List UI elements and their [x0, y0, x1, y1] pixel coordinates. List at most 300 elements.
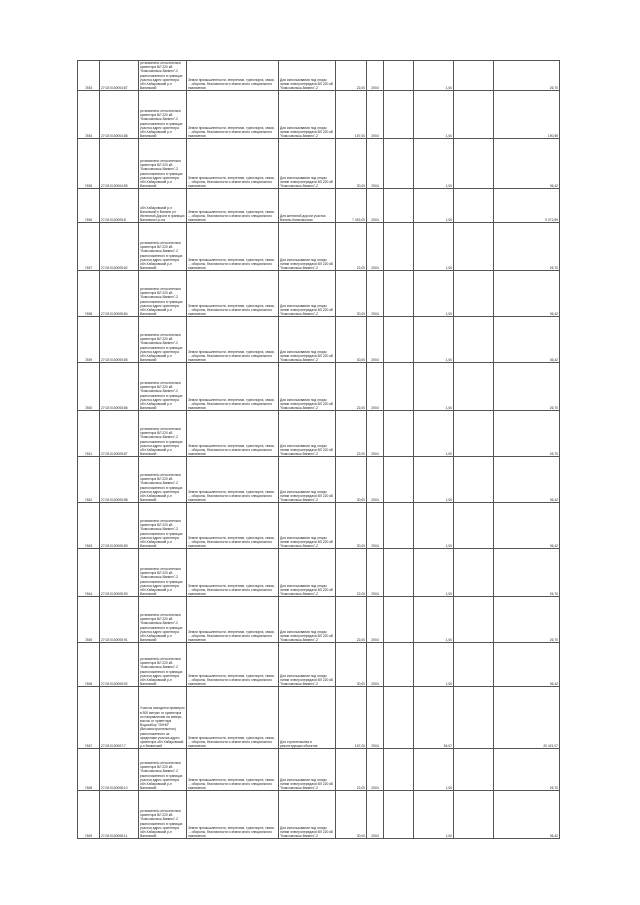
- cell-coefficient: [414, 61, 454, 91]
- cell-amount: [494, 411, 560, 457]
- cell-amount: [494, 91, 560, 139]
- cell-permitted-use: [279, 643, 336, 687]
- year-text: 2004: [371, 744, 379, 749]
- cell-land-category: [187, 91, 279, 139]
- row-number-text: 7463: [84, 544, 93, 549]
- permitted-use-text: Для использования под опоры линии электропередачи ВЛ 220 кВ "Комсомольск-Ванино"-2: [280, 777, 333, 791]
- cell-year: [367, 317, 384, 363]
- cell-permitted-use: [279, 91, 336, 139]
- coefficient-text: 1,00: [445, 682, 452, 687]
- cell-land-category: [187, 597, 279, 643]
- coefficient-text: 1,00: [445, 786, 452, 791]
- cell-col-8: [384, 189, 414, 223]
- permitted-use-text: Для использования под опоры линии электропередачи ВЛ 220 кВ "Комсомольск-Ванино"-2: [280, 303, 333, 317]
- amount-text: 36,42: [549, 312, 558, 317]
- cell-permitted-use: [279, 749, 336, 791]
- cell-col-8: [384, 91, 414, 139]
- cell-coefficient: [414, 271, 454, 317]
- area-text: 30,00: [356, 312, 365, 317]
- cell-year: [367, 457, 384, 503]
- cell-coefficient: [414, 549, 454, 597]
- area-text: 30,00: [356, 682, 365, 687]
- area-text: 157,00: [354, 134, 365, 139]
- cell-amount: [494, 791, 560, 839]
- cell-permitted-use: [279, 791, 336, 839]
- cell-location: [139, 139, 187, 189]
- cell-row-number: [78, 363, 100, 411]
- cell-cadastral-number: [100, 363, 139, 411]
- permitted-use-text: Для использования под опоры линии электропередачи ВЛ 220 кВ "Комсомольск-Ванино"-2: [280, 443, 333, 457]
- cell-row-number: [78, 749, 100, 791]
- amount-text: 26,70: [549, 592, 558, 597]
- cell-year: [367, 687, 384, 749]
- location-text: установлено относительно ориентира ВЛ 220 кВ "Комсомольск-Ванино"-2 расположенного в границах участка адрес ориентира обл Хабаровский р-н Ванинский: [140, 613, 183, 643]
- location-text: установлено относительно ориентира ВЛ 220 кВ "Комсомольск-Ванино"-2 расположенного в границах участка адрес ориентира обл Хабаровский р-н Ванинский: [140, 519, 183, 549]
- area-text: 30,00: [356, 184, 365, 189]
- cell-location: [139, 411, 187, 457]
- location-text: установлено относительно ориентира ВЛ 220 кВ "Комсомольск-Ванино"-2 расположенного в границах участка адрес ориентира обл Хабаровский р-н Ванинский: [140, 657, 183, 687]
- cell-col-10: [454, 643, 494, 687]
- amount-text: 26,70: [549, 452, 558, 457]
- location-text: установлено относительно ориентира ВЛ 220 кВ "Комсомольск-Ванино"-2 расположенного в границах участка адрес ориентира обл Хабаровский р-н Ванинский: [140, 381, 183, 411]
- amount-text: 36,42: [549, 544, 558, 549]
- land-category-text: Земли промышленности, энергетики, транспорта, связи, ... обороны, безопасности и земли иного специального назначения: [188, 349, 275, 363]
- location-text: установлено относительно ориентира ВЛ 220 кВ "Комсомольск-Ванино"-2 расположенного в границах участка адрес ориентира обл Хабаровский р-н Ванинский: [140, 427, 183, 457]
- area-text: 167,00: [354, 744, 365, 749]
- coefficient-text: 1,00: [445, 834, 452, 839]
- cell-amount: [494, 139, 560, 189]
- cadastral-number-text: 27:02:0100008:11: [101, 834, 128, 839]
- cell-year: [367, 411, 384, 457]
- cell-col-10: [454, 549, 494, 597]
- cell-col-10: [454, 503, 494, 549]
- table-row: [78, 503, 560, 549]
- location-text: установлено относительно ориентира ВЛ 220 кВ "Комсомольск-Ванино"-2 расположенного в границах участка адрес ориентира обл Хабаровский р-н Ванинский: [140, 473, 183, 503]
- cell-year: [367, 139, 384, 189]
- land-category-text: Земли промышленности, энергетики, транспорта, связи, ... обороны, безопасности и земли иного специального назначения: [188, 825, 275, 839]
- cell-location: [139, 791, 187, 839]
- row-number-text: 7461: [84, 452, 93, 457]
- cell-area: [336, 189, 367, 223]
- location-text: установлено относительно ориентира ВЛ 220 кВ "Комсомольск-Ванино"-2 расположенного в границах участка адрес ориентира обл Хабаровский р-н Ванинский: [140, 761, 183, 791]
- cell-land-category: [187, 317, 279, 363]
- cell-coefficient: [414, 411, 454, 457]
- cell-col-8: [384, 549, 414, 597]
- cell-area: [336, 549, 367, 597]
- cell-amount: [494, 457, 560, 503]
- permitted-use-text: Для использования под опоры линии электропередачи ВЛ 220 кВ "Комсомольск-Ванино"-2: [280, 77, 333, 91]
- amount-text: 26,70: [549, 86, 558, 91]
- cell-year: [367, 597, 384, 643]
- land-category-text: Земли промышленности, энергетики, транспорта, связи, ... обороны, безопасности и земли иного специального назначения: [188, 583, 275, 597]
- cadastral-number-text: 27:02:0100005:91: [101, 638, 128, 643]
- cell-land-category: [187, 791, 279, 839]
- location-text: установлено относительно ориентира ВЛ 220 кВ "Комсомольск-Ванино"-2 расположенного в границах участка адрес ориентира обл Хабаровский р-н Ванинский: [140, 333, 183, 363]
- table-row: [78, 549, 560, 597]
- location-text: установлено относительно ориентира ВЛ 220 кВ "Комсомольск-Ванино"-2 расположенного в границах участка адрес ориентира обл Хабаровский р-н Ванинский: [140, 287, 183, 317]
- land-category-text: Земли промышленности, энергетики, транспорта, связи, ... обороны, безопасности и земли иного специального назначения: [188, 777, 275, 791]
- cell-row-number: [78, 271, 100, 317]
- permitted-use-text: Для использования под опоры линии электропередачи ВЛ 220 кВ "Комсомольск-Ванино"-2: [280, 825, 333, 839]
- cell-cadastral-number: [100, 791, 139, 839]
- cadastral-number-text: 27:02:0100005:8: [101, 218, 126, 223]
- cell-land-category: [187, 61, 279, 91]
- permitted-use-text: Для использования под опоры линии электропередачи ВЛ 220 кВ "Комсомольск-Ванино"-2: [280, 349, 333, 363]
- land-category-text: Земли промышленности, энергетики, транспорта, связи, ... обороны, безопасности и земли иного специального назначения: [188, 175, 275, 189]
- cadastral-number-text: 27:02:0100005:87: [101, 452, 128, 457]
- cell-col-10: [454, 317, 494, 363]
- cell-cadastral-number: [100, 597, 139, 643]
- cell-amount: [494, 749, 560, 791]
- cell-year: [367, 223, 384, 271]
- location-text: установлено относительно ориентира ВЛ 220 кВ "Комсомольск-Ванино"-2 расположенного в границах участка адрес ориентира обл Хабаровский р-н Ванинский: [140, 241, 183, 271]
- row-number-text: 7458: [84, 312, 93, 317]
- coefficient-text: 1,00: [445, 218, 452, 223]
- cell-coefficient: [414, 643, 454, 687]
- amount-text: 9 072,89: [545, 218, 558, 223]
- cadastral-number-text: 27:02:0100004:87: [101, 86, 128, 91]
- cell-col-10: [454, 411, 494, 457]
- year-text: 2004: [371, 86, 379, 91]
- cell-amount: [494, 189, 560, 223]
- cadastral-number-text: 27:02:0100007:7: [101, 744, 126, 749]
- location-text: установлено относительно ориентира ВЛ 220 кВ "Комсомольск-Ванино"-2 расположенного в границах участка адрес ориентира обл Хабаровский р-н Ванинский: [140, 109, 183, 139]
- cell-col-8: [384, 61, 414, 91]
- cell-area: [336, 363, 367, 411]
- cell-cadastral-number: [100, 139, 139, 189]
- coefficient-text: 54,07: [443, 744, 452, 749]
- table-row: [78, 139, 560, 189]
- cell-land-category: [187, 549, 279, 597]
- table-row: [78, 189, 560, 223]
- row-number-text: 7468: [84, 786, 93, 791]
- cadastral-number-text: 27:02:0100005:88: [101, 498, 128, 503]
- cell-row-number: [78, 411, 100, 457]
- land-category-text: Земли промышленности, энергетики, транспорта, связи, ... обороны, безопасности и земли иного специального назначения: [188, 397, 275, 411]
- cell-coefficient: [414, 503, 454, 549]
- cell-cadastral-number: [100, 61, 139, 91]
- cell-area: [336, 411, 367, 457]
- coefficient-text: 1,00: [445, 134, 452, 139]
- cell-area: [336, 223, 367, 271]
- cell-location: [139, 363, 187, 411]
- cell-col-8: [384, 139, 414, 189]
- area-text: 7 492,00: [352, 218, 365, 223]
- cell-area: [336, 791, 367, 839]
- permitted-use-text: Для использования под опоры линии электропередачи ВЛ 220 кВ "Комсомольск-Ванино"-2: [280, 125, 333, 139]
- coefficient-text: 1,00: [445, 86, 452, 91]
- cell-year: [367, 549, 384, 597]
- cell-col-8: [384, 223, 414, 271]
- cell-land-category: [187, 749, 279, 791]
- cell-col-10: [454, 791, 494, 839]
- amount-text: 36,42: [549, 498, 558, 503]
- cell-col-8: [384, 597, 414, 643]
- cell-col-10: [454, 61, 494, 91]
- cell-row-number: [78, 223, 100, 271]
- cell-col-10: [454, 749, 494, 791]
- table-row: [78, 643, 560, 687]
- cell-permitted-use: [279, 457, 336, 503]
- coefficient-text: 1,00: [445, 498, 452, 503]
- cell-year: [367, 643, 384, 687]
- land-register-table: [77, 60, 560, 839]
- cell-area: [336, 271, 367, 317]
- cell-col-10: [454, 271, 494, 317]
- cell-location: [139, 549, 187, 597]
- year-text: 2004: [371, 638, 379, 643]
- area-text: 22,00: [356, 452, 365, 457]
- cell-coefficient: [414, 317, 454, 363]
- row-number-text: 7469: [84, 834, 93, 839]
- cell-col-10: [454, 457, 494, 503]
- cadastral-number-text: 27:02:0100008:10: [101, 786, 128, 791]
- permitted-use-text: Для использования под опоры линии электропередачи ВЛ 220 кВ "Комсомольск-Ванино"-2: [280, 175, 333, 189]
- cadastral-number-text: 27:02:0100005:82: [101, 266, 128, 271]
- cell-permitted-use: [279, 61, 336, 91]
- location-text: установлено относительно ориентира ВЛ 220 кВ "Комсомольск-Ванино"-2 расположенного в границах участка адрес ориентира обл Хабаровский р-н Ванинский: [140, 809, 183, 839]
- cell-location: [139, 503, 187, 549]
- cell-land-category: [187, 411, 279, 457]
- cell-cadastral-number: [100, 549, 139, 597]
- coefficient-text: 1,00: [445, 544, 452, 549]
- land-category-text: Земли промышленности, энергетики, транспорта, связи, ... обороны, безопасности и земли иного специального назначения: [188, 125, 275, 139]
- cell-row-number: [78, 687, 100, 749]
- cell-amount: [494, 271, 560, 317]
- land-category-text: Земли промышленности, энергетики, транспорта, связи, ... обороны, безопасности и земли иного специального назначения: [188, 77, 275, 91]
- permitted-use-text: Для использования под опоры линии электропередачи ВЛ 220 кВ "Комсомольск-Ванино"-2: [280, 583, 333, 597]
- year-text: 2004: [371, 786, 379, 791]
- land-category-text: Земли промышленности, энергетики, транспорта, связи, ... обороны, безопасности и земли иного специального назначения: [188, 489, 275, 503]
- cell-area: [336, 91, 367, 139]
- cell-coefficient: [414, 91, 454, 139]
- row-number-text: 7455: [84, 184, 93, 189]
- cell-location: [139, 749, 187, 791]
- cadastral-number-text: 27:02:0100005:92: [101, 682, 128, 687]
- amount-text: 26,70: [549, 638, 558, 643]
- area-text: 22,00: [356, 592, 365, 597]
- cell-amount: [494, 549, 560, 597]
- table-row: [78, 317, 560, 363]
- cell-col-10: [454, 223, 494, 271]
- cell-area: [336, 749, 367, 791]
- amount-text: 26,70: [549, 266, 558, 271]
- cell-row-number: [78, 139, 100, 189]
- cell-col-10: [454, 139, 494, 189]
- row-number-text: 7460: [84, 406, 93, 411]
- cell-location: [139, 643, 187, 687]
- cell-col-8: [384, 791, 414, 839]
- area-text: 30,00: [356, 544, 365, 549]
- cell-col-8: [384, 271, 414, 317]
- coefficient-text: 1,00: [445, 358, 452, 363]
- cadastral-number-text: 27:02:0100004:89: [101, 184, 128, 189]
- cadastral-number-text: 27:02:0100005:84: [101, 312, 128, 317]
- amount-text: 36,42: [549, 184, 558, 189]
- coefficient-text: 1,00: [445, 592, 452, 597]
- year-text: 2004: [371, 266, 379, 271]
- row-number-text: 7466: [84, 682, 93, 687]
- cell-col-8: [384, 363, 414, 411]
- location-text: Участок находится примерно в 500 метрах от ориентира по направлению на северо-восток от ориентира Водозабор "ОКНИ" (Весомостроительного) расположенного за пределами участка адрес ориентира обл Хабаровский р-н Ванинский: [140, 706, 185, 749]
- cell-col-10: [454, 91, 494, 139]
- cell-amount: [494, 363, 560, 411]
- cell-permitted-use: [279, 687, 336, 749]
- year-text: 2004: [371, 312, 379, 317]
- permitted-use-text: Для строительства и реконструкции объектов: [280, 740, 318, 749]
- cell-land-category: [187, 223, 279, 271]
- coefficient-text: 1,00: [445, 406, 452, 411]
- cell-amount: [494, 317, 560, 363]
- coefficient-text: 1,00: [445, 452, 452, 457]
- cell-year: [367, 61, 384, 91]
- row-number-text: 7462: [84, 498, 93, 503]
- land-category-text: Земли промышленности, энергетики, транспорта, связи, ... обороны, безопасности и земли иного специального назначения: [188, 257, 275, 271]
- land-category-text: Земли промышленности, энергетики, транспорта, связи, ... обороны, безопасности и земли иного специального назначения: [188, 735, 275, 749]
- year-text: 2004: [371, 452, 379, 457]
- cell-amount: [494, 643, 560, 687]
- coefficient-text: 1,00: [445, 184, 452, 189]
- cell-year: [367, 91, 384, 139]
- coefficient-text: 1,00: [445, 266, 452, 271]
- cell-cadastral-number: [100, 189, 139, 223]
- location-text: установлено относительно ориентира ВЛ 220 кВ "Комсомольск-Ванино"-2 расположенного в границах участка адрес ориентира обл Хабаровский р-н Ванинский: [140, 159, 183, 189]
- cell-amount: [494, 503, 560, 549]
- cell-area: [336, 61, 367, 91]
- cell-coefficient: [414, 687, 454, 749]
- cell-coefficient: [414, 749, 454, 791]
- cell-location: [139, 687, 187, 749]
- cell-amount: [494, 223, 560, 271]
- table-row: [78, 223, 560, 271]
- table-row: [78, 61, 560, 91]
- land-category-text: Земли промышленности, энергетики, транспорта, связи, ... обороны, безопасности и земли иного специального назначения: [188, 535, 275, 549]
- cell-cadastral-number: [100, 271, 139, 317]
- cell-row-number: [78, 597, 100, 643]
- cell-cadastral-number: [100, 503, 139, 549]
- cell-area: [336, 687, 367, 749]
- year-text: 2004: [371, 218, 379, 223]
- row-number-text: 7453: [84, 86, 93, 91]
- table-body: [78, 61, 560, 839]
- table-row: [78, 687, 560, 749]
- row-number-text: 7454: [84, 134, 93, 139]
- cell-col-8: [384, 457, 414, 503]
- cadastral-number-text: 27:02:0100005:85: [101, 358, 128, 363]
- cell-permitted-use: [279, 139, 336, 189]
- cell-permitted-use: [279, 189, 336, 223]
- area-text: 22,00: [356, 86, 365, 91]
- year-text: 2004: [371, 358, 379, 363]
- table-row: [78, 411, 560, 457]
- permitted-use-text: Для использования под опоры линии электропередачи ВЛ 220 кВ "Комсомольск-Ванино"-2: [280, 489, 333, 503]
- cell-area: [336, 139, 367, 189]
- cell-year: [367, 363, 384, 411]
- cell-col-10: [454, 363, 494, 411]
- cell-location: [139, 457, 187, 503]
- table-row: [78, 363, 560, 411]
- cell-row-number: [78, 61, 100, 91]
- cell-permitted-use: [279, 317, 336, 363]
- area-text: 22,00: [356, 406, 365, 411]
- cell-row-number: [78, 317, 100, 363]
- cell-location: [139, 61, 187, 91]
- cell-amount: [494, 687, 560, 749]
- year-text: 2004: [371, 406, 379, 411]
- permitted-use-text: Для использования под опоры линии электропередачи ВЛ 220 кВ "Комсомольск-Ванино"-2: [280, 673, 333, 687]
- cell-coefficient: [414, 791, 454, 839]
- cell-row-number: [78, 503, 100, 549]
- permitted-use-text: Для использования под опоры линии электропередачи ВЛ 220 кВ "Комсомольск-Ванино"-2: [280, 397, 333, 411]
- cell-row-number: [78, 189, 100, 223]
- land-category-text: Земли промышленности, энергетики, транспорта, связи, ... обороны, безопасности и земли иного специального назначения: [188, 303, 275, 317]
- cell-cadastral-number: [100, 91, 139, 139]
- cell-cadastral-number: [100, 749, 139, 791]
- cell-land-category: [187, 363, 279, 411]
- cell-coefficient: [414, 363, 454, 411]
- cell-coefficient: [414, 139, 454, 189]
- cell-coefficient: [414, 189, 454, 223]
- cell-land-category: [187, 687, 279, 749]
- row-number-text: 7456: [84, 218, 93, 223]
- cell-cadastral-number: [100, 411, 139, 457]
- cell-row-number: [78, 91, 100, 139]
- permitted-use-text: Для железной дороги участка Ванино-Комсомольск: [280, 214, 326, 223]
- cell-row-number: [78, 791, 100, 839]
- cell-area: [336, 643, 367, 687]
- table-row: [78, 457, 560, 503]
- cell-location: [139, 223, 187, 271]
- cell-col-8: [384, 687, 414, 749]
- cell-year: [367, 503, 384, 549]
- permitted-use-text: Для использования под опоры линии электропередачи ВЛ 220 кВ "Комсомольск-Ванино"-2: [280, 257, 333, 271]
- location-text: обл Хабаровский р-н Ванинский п Ванино ул Железной Дороги в границах Ванинского р-на: [140, 205, 185, 223]
- cell-permitted-use: [279, 223, 336, 271]
- area-text: 22,00: [356, 266, 365, 271]
- cell-permitted-use: [279, 363, 336, 411]
- row-number-text: 7465: [84, 638, 93, 643]
- cadastral-number-text: 27:02:0100005:89: [101, 544, 128, 549]
- cell-row-number: [78, 643, 100, 687]
- cell-cadastral-number: [100, 317, 139, 363]
- cell-row-number: [78, 457, 100, 503]
- area-text: 30,00: [356, 358, 365, 363]
- table-row: [78, 597, 560, 643]
- cell-coefficient: [414, 223, 454, 271]
- year-text: 2004: [371, 134, 379, 139]
- cell-area: [336, 317, 367, 363]
- cell-cadastral-number: [100, 457, 139, 503]
- cell-col-8: [384, 317, 414, 363]
- land-category-text: Земли промышленности, энергетики, транспорта, связи, ... обороны, безопасности и земли иного специального назначения: [188, 629, 275, 643]
- cell-col-8: [384, 749, 414, 791]
- year-text: 2004: [371, 544, 379, 549]
- year-text: 2004: [371, 498, 379, 503]
- cell-land-category: [187, 271, 279, 317]
- cell-permitted-use: [279, 271, 336, 317]
- cell-land-category: [187, 139, 279, 189]
- table-row: [78, 749, 560, 791]
- cell-row-number: [78, 549, 100, 597]
- cell-amount: [494, 597, 560, 643]
- cell-location: [139, 317, 187, 363]
- cell-cadastral-number: [100, 687, 139, 749]
- year-text: 2004: [371, 184, 379, 189]
- amount-text: 190,59: [547, 134, 558, 139]
- row-number-text: 7467: [84, 744, 93, 749]
- area-text: 22,00: [356, 786, 365, 791]
- amount-text: 36,42: [549, 834, 558, 839]
